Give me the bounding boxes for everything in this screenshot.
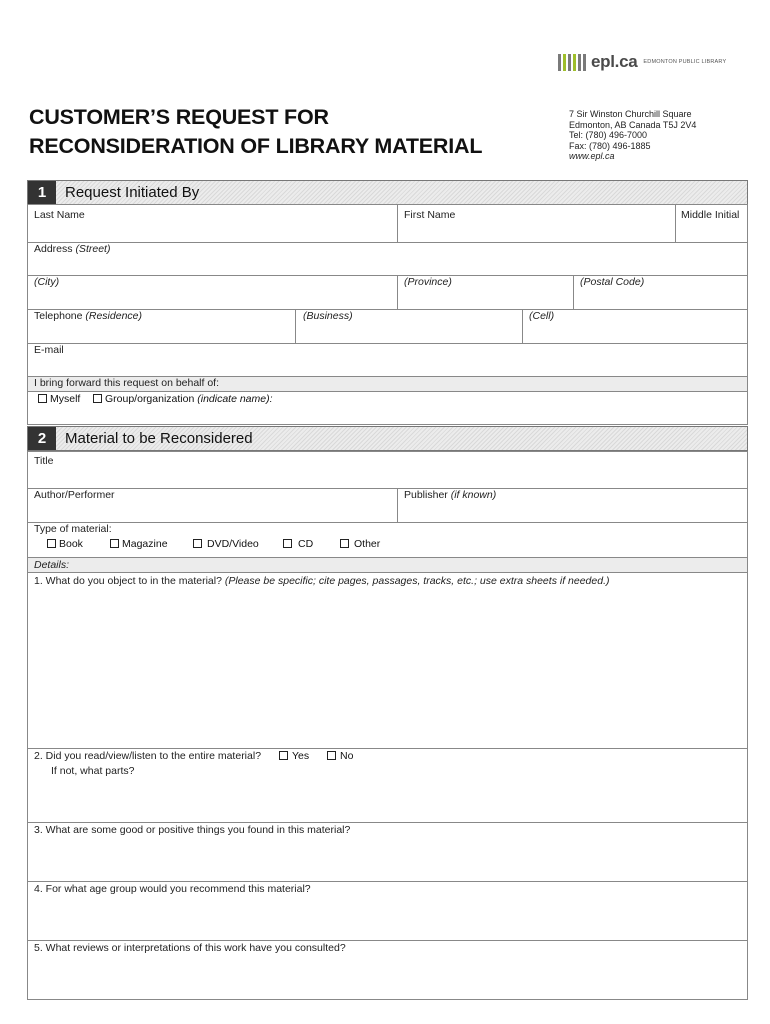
telephone-residence-field[interactable]: Telephone (Residence): [34, 310, 142, 322]
yes-checkbox[interactable]: Yes: [279, 750, 309, 762]
province-field[interactable]: (Province): [404, 276, 452, 288]
cd-checkbox[interactable]: CD: [283, 538, 313, 550]
question2-followup: If not, what parts?: [51, 765, 135, 777]
no-checkbox[interactable]: No: [327, 750, 353, 762]
section1-number: 1: [28, 181, 56, 204]
checkbox-icon: [279, 751, 288, 760]
checkbox-icon: [93, 394, 102, 403]
other-checkbox[interactable]: Other: [340, 538, 380, 550]
magazine-checkbox[interactable]: Magazine: [110, 538, 168, 550]
book-checkbox[interactable]: Book: [47, 538, 83, 550]
section2-number: 2: [28, 427, 56, 450]
epl-logo: [558, 52, 726, 72]
email-field[interactable]: E-mail: [34, 344, 64, 356]
checkbox-icon: [327, 751, 336, 760]
myself-checkbox[interactable]: Myself: [38, 393, 80, 405]
question5-field[interactable]: 5. What reviews or interpretations of this work have you consulted?: [34, 942, 346, 954]
street-address-field[interactable]: Address (Street): [34, 243, 111, 255]
checkbox-icon: [47, 539, 56, 548]
city-field[interactable]: (City): [34, 276, 60, 288]
checkbox-icon: [38, 394, 47, 403]
title-field[interactable]: Title: [34, 455, 54, 467]
question2-field[interactable]: 2. Did you read/view/listen to the entire material?: [34, 750, 262, 762]
section1-header: [27, 180, 748, 205]
author-performer-field[interactable]: Author/Performer: [34, 489, 115, 501]
publisher-field[interactable]: Publisher (if known): [404, 489, 497, 501]
checkbox-icon: [283, 539, 292, 548]
section1-title: Request Initiated By: [65, 184, 200, 201]
type-of-material-label: Type of material:: [34, 523, 112, 535]
details-label: Details:: [34, 559, 70, 571]
last-name-field[interactable]: Last Name: [34, 209, 85, 221]
postal-code-field[interactable]: (Postal Code): [580, 276, 645, 288]
telephone-cell-field[interactable]: (Cell): [529, 310, 555, 322]
behalf-label: I bring forward this request on behalf of:: [34, 377, 220, 389]
question4-field[interactable]: 4. For what age group would you recommend this material?: [34, 883, 311, 895]
page-title: CUSTOMER’S REQUEST FOR RECONSIDERATION OF LIBRARY MATERIAL: [29, 105, 483, 158]
first-name-field[interactable]: First Name: [404, 209, 456, 221]
logo-subtitle: EDMONTON PUBLIC LIBRARY: [643, 59, 727, 65]
checkbox-icon: [193, 539, 202, 548]
group-checkbox[interactable]: Group/organization (indicate name):: [93, 393, 273, 405]
question1-field[interactable]: 1. What do you object to in the material? (Please be specific; cite pages, passages, tracks, etc.; use extra sheets if needed.): [34, 575, 610, 587]
section2-title: Material to be Reconsidered: [65, 430, 253, 447]
middle-initial-field[interactable]: Middle Initial: [681, 209, 740, 221]
section2-header: [27, 426, 748, 451]
checkbox-icon: [110, 539, 119, 548]
library-address: 7 Sir Winston Churchill Square Edmonton, AB Canada T5J 2V4 Tel: (780) 496-7000 Fax: (780) 496-1885 www.epl.ca: [569, 109, 697, 162]
question3-field[interactable]: 3. What are some good or positive things you found in this material?: [34, 824, 351, 836]
checkbox-icon: [340, 539, 349, 548]
telephone-business-field[interactable]: (Business): [303, 310, 353, 322]
logo-bars-icon: [558, 54, 586, 71]
dvd-video-checkbox[interactable]: DVD/Video: [193, 538, 259, 550]
logo-word: epl.ca: [591, 52, 638, 71]
